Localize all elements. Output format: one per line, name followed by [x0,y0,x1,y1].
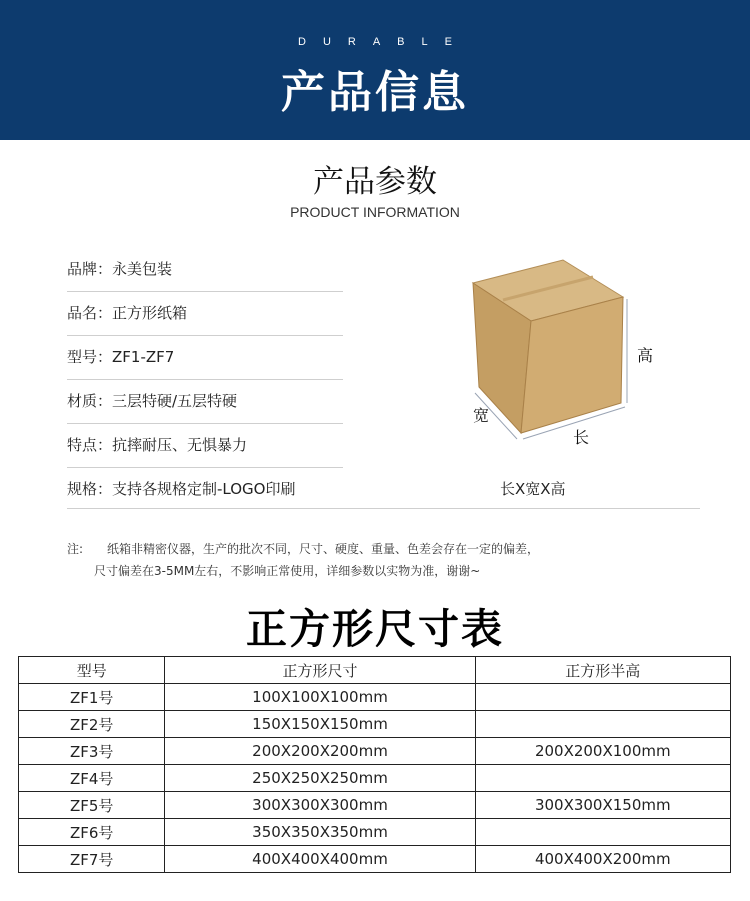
cell-size: 100X100X100mm [165,684,475,711]
table-row [19,819,731,846]
cell-half-height [475,765,730,792]
cell-half-height: 200X200X100mm [475,738,730,765]
section-title: 产品参数 [313,164,437,200]
spec-brand: 品牌：永美包装 [67,248,343,292]
note-line-2: 尺寸偏差在3-5MM左右，不影响正常使用，详细参数以实物为准，谢谢~ [94,564,481,578]
cell-size: 150X150X150mm [165,711,475,738]
note-label: 注: [67,542,84,556]
cell-model: ZF1号 [19,684,165,711]
note-line-1: 纸箱非精密仪器，生产的批次不同，尺寸、硬度、重量、色差会存在一定的偏差， [107,542,540,556]
note-block [67,538,539,582]
spec-feature: 特点：抗摔耐压、无惧暴力 [67,424,343,468]
spec-product-name: 品名：正方形纸箱 [67,292,343,336]
cell-half-height [475,819,730,846]
cell-model: ZF4号 [19,765,165,792]
spec-specification: 规格：支持各规格定制-LOGO印刷 [67,480,296,498]
header-half-height: 正方形半高 [475,657,730,684]
cell-model: ZF3号 [19,738,165,765]
cell-half-height [475,684,730,711]
width-label: 宽 [473,406,490,425]
length-label: 长 [573,428,590,447]
box-diagram [455,255,685,455]
size-table-title: 正方形尺寸表 [246,605,504,653]
table-row [19,765,731,792]
table-row [19,711,731,738]
table-row [19,846,731,873]
spec-model: 型号：ZF1-ZF7 [67,336,343,380]
cell-half-height [475,711,730,738]
cell-size: 350X350X350mm [165,819,475,846]
spec-material: 材质：三层特硬/五层特硬 [67,380,343,424]
header-model: 型号 [19,657,165,684]
cell-model: ZF6号 [19,819,165,846]
section-divider [67,508,700,509]
cell-half-height: 400X400X200mm [475,846,730,873]
banner-title: 产品信息 [281,67,469,118]
cell-size: 250X250X250mm [165,765,475,792]
section-subtitle: PRODUCT INFORMATION [290,204,460,220]
cell-size: 400X400X400mm [165,846,475,873]
table-row [19,738,731,765]
cell-size: 200X200X200mm [165,738,475,765]
size-table [18,656,731,873]
banner-eyebrow: DURABLE [298,36,469,48]
header-banner [0,0,750,140]
cell-size: 300X300X300mm [165,792,475,819]
cell-model: ZF2号 [19,711,165,738]
cell-half-height: 300X300X150mm [475,792,730,819]
height-label: 高 [637,346,654,365]
header-square-size: 正方形尺寸 [165,657,475,684]
dimension-formula: 长X宽X高 [500,480,566,498]
cell-model: ZF7号 [19,846,165,873]
cell-model: ZF5号 [19,792,165,819]
spec-list [67,248,343,511]
table-header-row [19,657,731,684]
table-row [19,792,731,819]
table-row [19,684,731,711]
